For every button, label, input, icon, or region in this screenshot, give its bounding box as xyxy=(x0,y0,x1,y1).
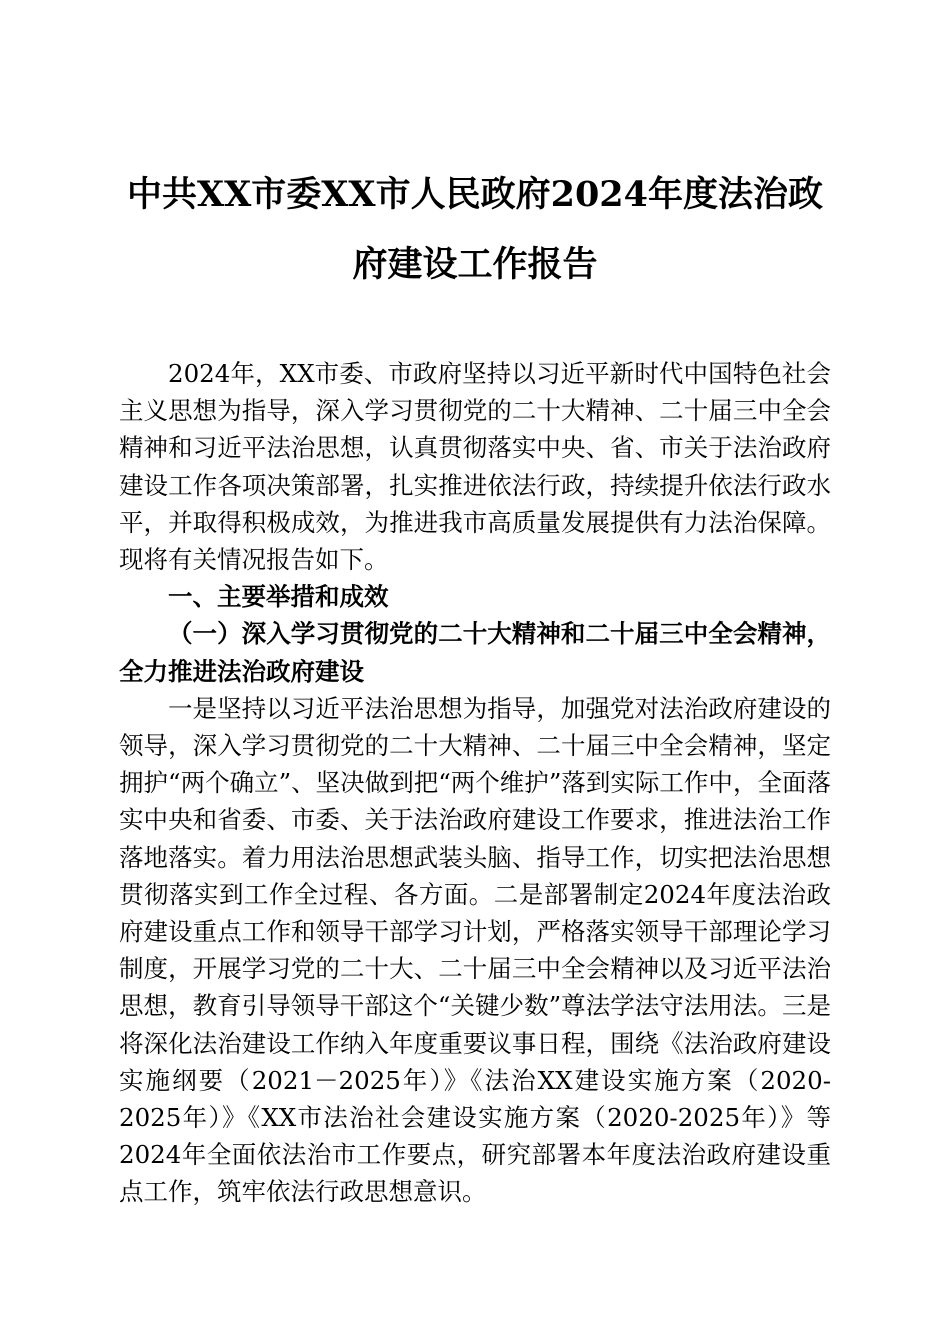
document-title-line-2: 府建设工作报告 xyxy=(352,244,598,285)
subsection-heading-1: （一）深入学习贯彻党的二十大精神和二十届三中全会精神，全力推进法治政府建设 xyxy=(119,619,831,686)
body-paragraph-1: 一是坚持以习近平法治思想为指导，加强党对法治政府建设的领导，深入学习贯彻党的二十大精神、二十届三中全会精神，坚定拥护“两个确立”、坚决做到把“两个维护”落到实际工作中，全面落实中央和省委、市委、关于法治政府建设工作要求，推进法治工作落地落实。着力用法治思想武装头脑、指导工作，切实把法治思想贯彻落实到工作全过程、各方面。二是部署制定2024年度法治政府建设重点工作和领导干部学习计划，严格落实领导干部理论学习制度，开展学习党的二十大、二十届三中全会精神以及习近平法治思想，教育引导领导干部这个“关键少数”尊法学法守法用法。三是将深化法治建设工作纳入年度重要议事日程，围绕《法治政府建设实施纲要（2021－2025年）》《法治XX建设实施方案（2020-2025年）》《XX市法治社会建设实施方案（2020-2025年）》等2024年全面依法治市工作要点，研究部署本年度法治政府建设重点工作，筑牢依法行政思想意识。 xyxy=(119,693,831,1207)
intro-paragraph: 2024年，XX市委、市政府坚持以习近平新时代中国特色社会主义思想为指导，深入学习贯彻党的二十大精神、二十届三中全会精神和习近平法治思想，认真贯彻落实中央、省、市关于法治政府建设工作各项决策部署，扎实推进依法行政，持续提升依法行政水平，并取得积极成效，为推进我市高质量发展提供有力法治保障。现将有关情况报告如下。 xyxy=(119,359,831,575)
document-body xyxy=(119,355,831,1211)
section-heading-1: 一、主要举措和成效 xyxy=(168,582,389,612)
document-title-line-1: 中共XX市委XX市人民政府2024年度法治政 xyxy=(126,174,824,215)
